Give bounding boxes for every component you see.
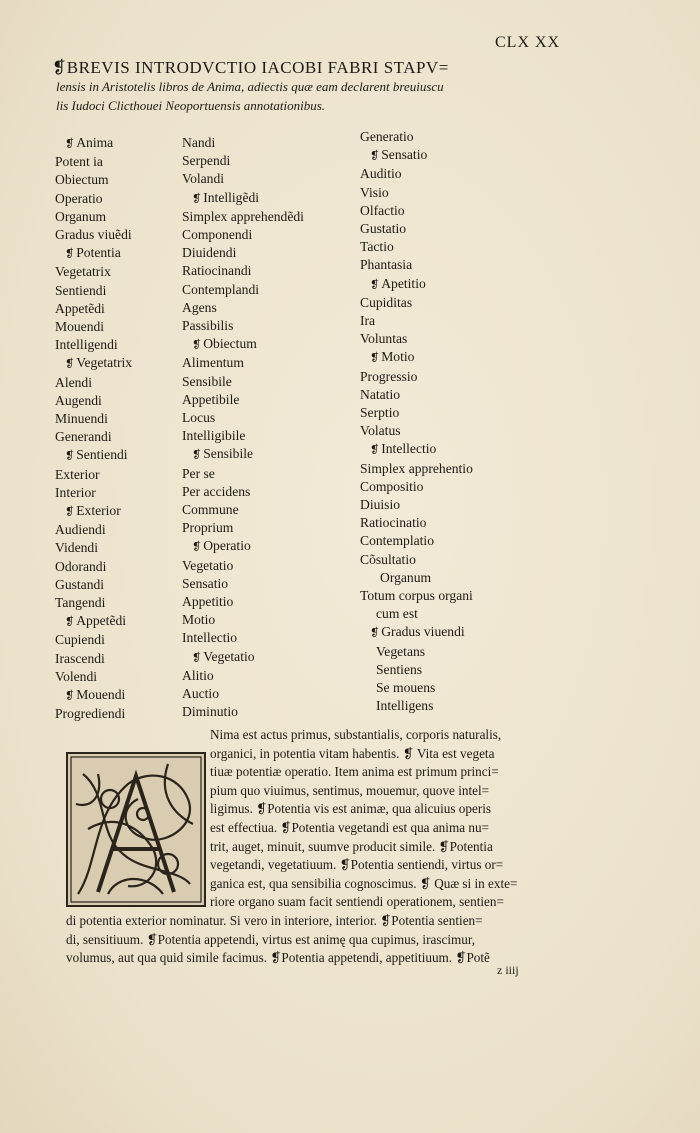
outline-term: Compositio [360, 478, 424, 494]
outline-heading: ❡ Intelligẽdi [182, 189, 357, 208]
outline-term: Vegetatrix [55, 264, 111, 280]
outline-term: Diminutio [182, 704, 238, 720]
outline-term: Organum [55, 208, 107, 224]
outline-term: Alendi [55, 374, 92, 390]
outline-term: Voluntas [360, 331, 408, 347]
outline-term: Commune [182, 502, 239, 518]
outline-term: Minuendi [55, 411, 108, 427]
outline-term: Olfactio [360, 202, 405, 218]
body-line: ganica est, qua sensibilia cognoscimus. ❡ Quæ si in exte= [210, 875, 518, 891]
body-line: trit, auget, minuit, suumve producit simile. ❡Potentia [210, 838, 493, 854]
outline-heading: ❡ Anima [55, 134, 180, 153]
outline-term: Mouendi [55, 319, 105, 335]
outline-term: Obiectum [55, 172, 109, 188]
title-line-1: ❡BREVIS INTRODVCTIO IACOBI FABRI STAPV= [52, 58, 449, 77]
outline-term: Appetitio [182, 594, 234, 610]
outline-term: Serptio [360, 405, 400, 421]
outline-term: Passibilis [182, 318, 234, 334]
title-line-2: lensis in Aristotelis libros de Anima, adiectis quæ eam declarent breuiuscu [56, 79, 444, 94]
outline-term: Motio [182, 612, 216, 628]
body-line: vegetandi, vegetatiuum. ❡Potentia sentiendi, virtus or= [210, 857, 504, 873]
outline-term: Auctio [182, 686, 219, 702]
outline-term: Ratiocinandi [182, 263, 252, 279]
outline-heading: ❡ Appetẽdi [55, 612, 180, 631]
body-line: volumus, aut qua quid simile facimus. ❡Potentia appetendi, appetitiuum. ❡Potẽ [66, 950, 490, 966]
outline-term: Progressio [360, 368, 418, 384]
outline-heading: ❡ Potentia [55, 244, 180, 263]
body-line: est effectiua. ❡Potentia vegetandi est qua anima nu= [210, 819, 489, 835]
body-line: ligimus. ❡Potentia vis est animæ, qua alicuius operis [210, 801, 492, 817]
outline-term: Alitio [182, 667, 214, 683]
outline-term: Appetẽdi [55, 300, 105, 316]
outline-term: Phantasia [360, 257, 413, 273]
outline-heading: ❡ Vegetatrix [55, 354, 180, 373]
outline-term: Intelligibile [182, 428, 246, 444]
outline-term: Intelligens [376, 698, 434, 714]
outline-term: Audiendi [55, 522, 106, 538]
outline-term: Diuisio [360, 497, 401, 513]
outline-heading: ❡ Sensatio [360, 146, 550, 165]
outline-term: Odorandi [55, 558, 107, 574]
outline-term: Vegetatio [182, 557, 234, 573]
outline-term: Gustandi [55, 576, 105, 592]
outline-term: Alimentum [182, 355, 244, 371]
outline-term: Ratiocinatio [360, 515, 427, 531]
outline-term: Exterior [55, 466, 100, 482]
outline-term: Interior [55, 484, 96, 500]
outline-term: Simplex apprehentio [360, 460, 473, 476]
outline-heading: ❡ Mouendi [55, 686, 180, 705]
outline-heading: ❡ Exterior [55, 502, 180, 521]
body-line: di, sensitiuum. ❡Potentia appetendi, virtus est animę qua cupimus, irascimur, [66, 931, 476, 947]
outline-term: Volandi [182, 171, 225, 187]
body-line: riore organo suam facit sentiendi operationem, sentien= [210, 894, 504, 910]
outline-term: Augendi [55, 392, 102, 408]
outline-term: Sentiendi [55, 282, 107, 298]
outline-term: Intellectio [182, 630, 238, 646]
outline-term: Operatio [55, 190, 103, 206]
outline-term: Ira [360, 313, 376, 329]
outline-term: Tactio [360, 239, 394, 255]
outline-heading: ❡ Apetitio [360, 275, 550, 294]
outline-term: Cupiendi [55, 632, 105, 648]
outline-term: Totum corpus organi [360, 588, 473, 604]
outline-term: Simplex apprehendẽdi [182, 208, 304, 224]
outline-term: Sentiens [376, 661, 423, 677]
outline-term: Progrediendi [55, 706, 126, 722]
body-line: organici, in potentia vitam habentis. ❡ Vita est vegeta [210, 745, 495, 761]
outline-term: Diuidendi [182, 245, 237, 261]
outline-column-1 [55, 134, 180, 724]
outline-term: Per accidens [182, 483, 251, 499]
outline-heading: ❡ Intellectio [360, 440, 550, 459]
outline-term: Intelligendi [55, 337, 118, 353]
outline-heading: ❡ Vegetatio [182, 648, 357, 667]
outline-term: Serpendi [182, 153, 231, 169]
body-line: tiuæ potentiæ operatio. Item anima est primum princi= [210, 764, 499, 780]
body-line: pium quo viuimus, sentimus, mouemur, quove intel= [210, 782, 490, 798]
outline-term: Nandi [182, 135, 216, 150]
outline-term: Natatio [360, 386, 401, 402]
outline-term: Volatus [360, 423, 401, 439]
body-paragraph [0, 726, 517, 968]
outline-term: Visio [360, 184, 389, 200]
outline-term: Vegetans [376, 643, 426, 659]
body-line: di potentia exterior nominatur. Si vero in interiore, interior. ❡Potentia sentien= [66, 912, 483, 928]
outline-heading: ❡ Sensibile [182, 445, 357, 464]
outline-term: Gustatio [360, 221, 407, 237]
outline-term: Agens [182, 299, 217, 315]
outline-term: Auditio [360, 166, 402, 182]
outline-column-2 [182, 134, 357, 722]
signature-mark: z iiij [497, 963, 519, 977]
folio-number: CLX XX [495, 34, 561, 51]
outline-term: Sensatio [182, 575, 229, 591]
outline-term: Contemplandi [182, 281, 260, 297]
title-line-3: lis Iudoci Clicthouei Neoportuensis annotationibus. [56, 98, 326, 113]
outline-term: Locus [182, 410, 216, 426]
outline-term: Componendi [182, 227, 253, 243]
outline-term: Cupiditas [360, 294, 413, 310]
outline-heading: ❡ Operatio [182, 537, 357, 556]
outline-term: Tangendi [55, 595, 106, 611]
outline-term: Potent ia [55, 154, 103, 170]
outline-term: Videndi [55, 540, 98, 556]
outline-heading: ❡ Gradus viuendi [360, 623, 550, 642]
outline-term: Generandi [55, 429, 112, 445]
outline-term: Irascendi [55, 650, 105, 666]
outline-term: Proprium [182, 520, 234, 536]
outline-term: Appetibile [182, 391, 240, 407]
body-line: Nima est actus primus, substantialis, corporis naturalis, [210, 727, 502, 742]
page-title [52, 58, 572, 115]
outline-term: cum est [376, 606, 418, 622]
outline-term: Cõsultatio [360, 551, 416, 567]
outline-column-3 [360, 128, 550, 716]
outline-heading: ❡ Obiectum [182, 335, 357, 354]
outline-heading: ❡ Motio [360, 348, 550, 367]
outline-term: Volendi [55, 668, 98, 684]
outline-term: Se mouens [376, 680, 436, 696]
outline-term: Contemplatio [360, 533, 435, 549]
outline-term: Organum [380, 569, 432, 585]
outline-term: Gradus viuẽdi [55, 227, 132, 243]
outline-term: Per se [182, 465, 215, 481]
outline-term: Sensibile [182, 373, 232, 389]
outline-heading: ❡ Sentiendi [55, 446, 180, 465]
outline-term: Generatio [360, 129, 414, 144]
